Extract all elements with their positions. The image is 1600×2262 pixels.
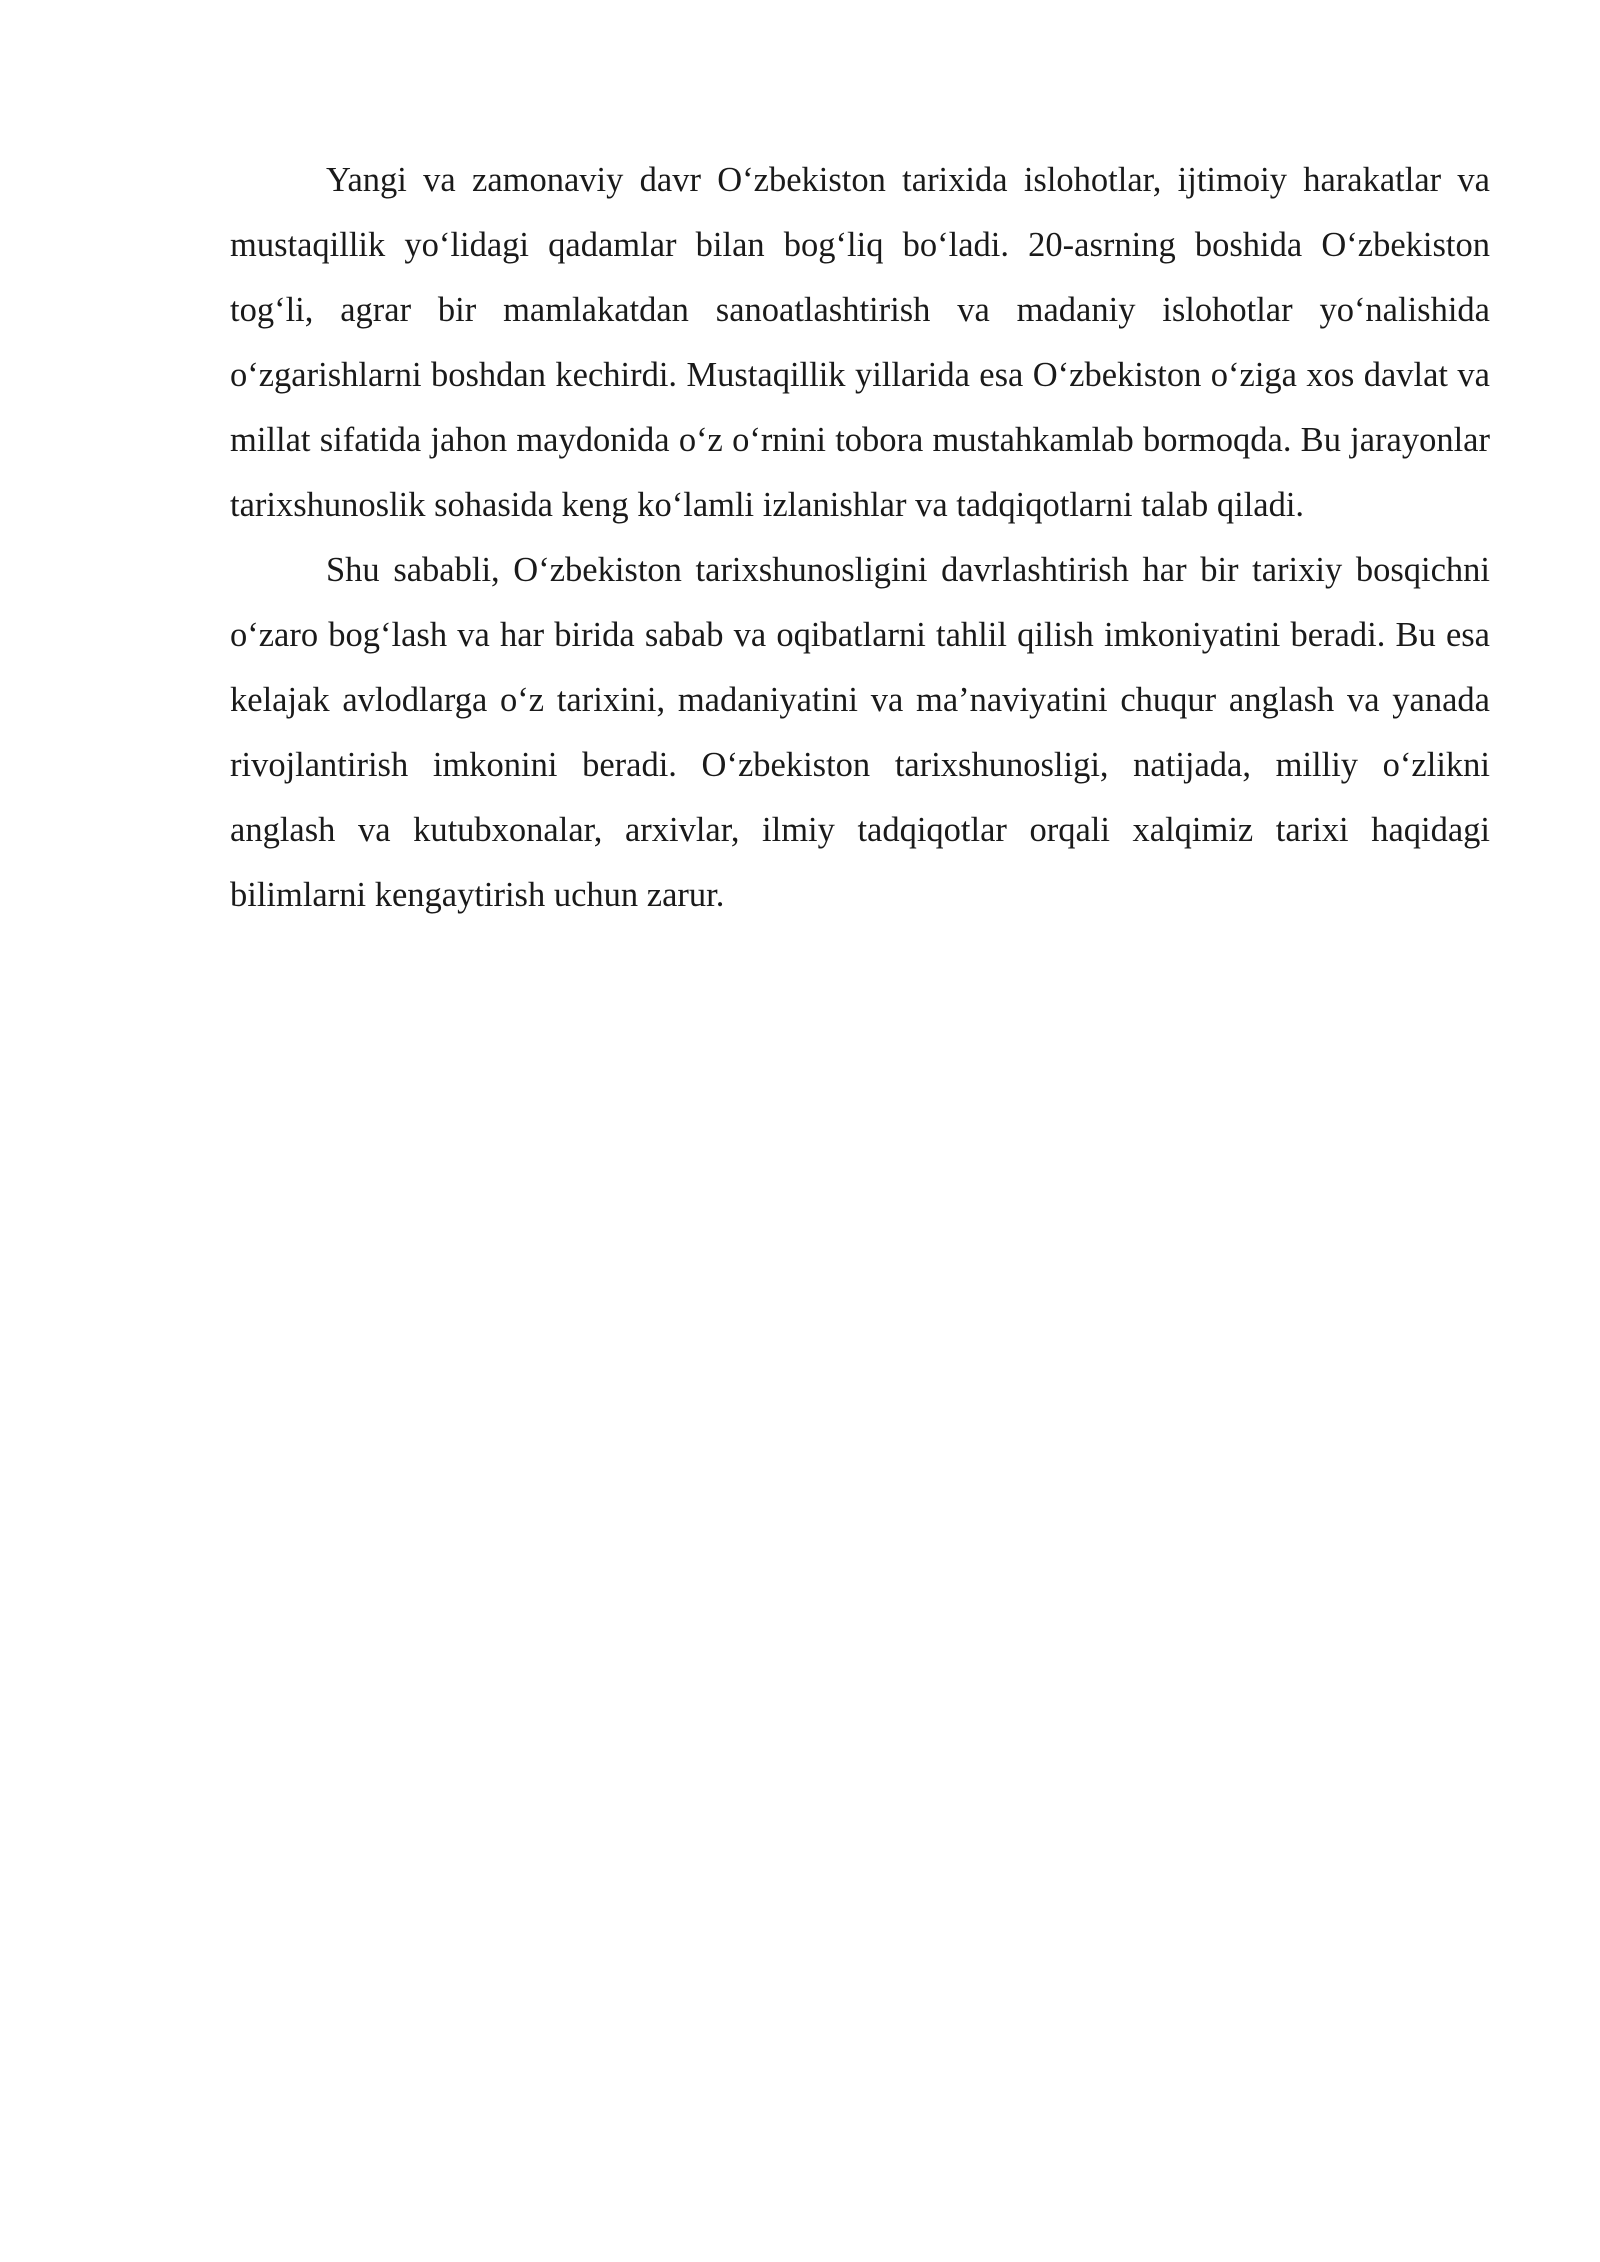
text-body — [230, 148, 1490, 928]
paragraph-2: Shu sababli, O‘zbekiston tarixshunosligini davrlashtirish har bir tarixiy bosqichni o‘zaro bog‘lash va har birida sabab va oqibatlarni tahlil qilish imkoniyatini beradi. Bu esa kelajak avlodlarga o‘z tarixini, madaniyatini va ma’naviyatini chuqur anglash va yanada rivojlantirish imkonini beradi. O‘zbekiston tarixshunosligi, natijada, milliy o‘zlikni anglash va kutubxonalar, arxivlar, ilmiy tadqiqotlar orqali xalqimiz tarixi haqidagi bilimlarni kengaytirish uchun zarur. — [230, 551, 1490, 914]
paragraph-1: Yangi va zamonaviy davr O‘zbekiston tarixida islohotlar, ijtimoiy harakatlar va mustaqillik yo‘lidagi qadamlar bilan bog‘liq bo‘ladi. 20-asrning boshida O‘zbekiston tog‘li, agrar bir mamlakatdan sanoatlashtirish va madaniy islohotlar yo‘nalishida o‘zgarishlarni boshdan kechirdi. Mustaqillik yillarida esa O‘zbekiston o‘ziga xos davlat va millat sifatida jahon maydonida o‘z o‘rnini tobora mustahkamlab bormoqda. Bu jarayonlar tarixshunoslik sohasida keng ko‘lamli izlanishlar va tadqiqotlarni talab qiladi. — [230, 161, 1490, 524]
